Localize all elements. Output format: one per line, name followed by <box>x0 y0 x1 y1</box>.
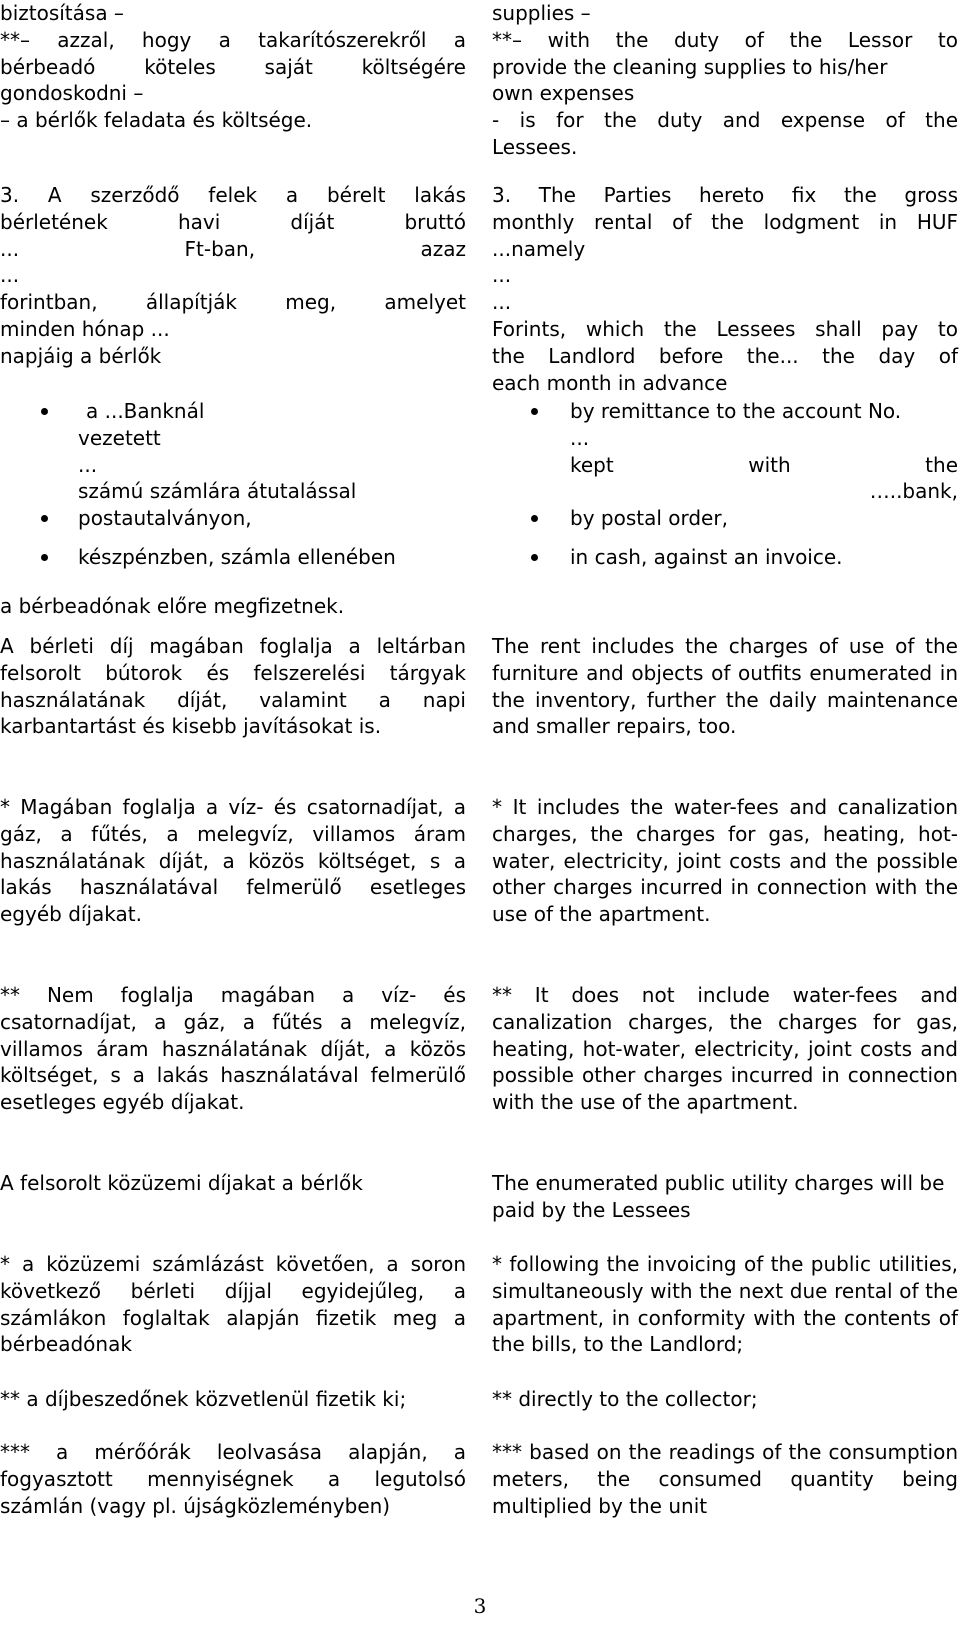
text-line: biztosítása – <box>0 1 124 25</box>
text-line: by postal order, <box>570 506 728 531</box>
meter-reading-paragraph-en: *** based on the readings of the consumption meters, the consumed quantity being multiplied by the unit <box>492 1440 958 1518</box>
text-line: forintban, állapítják meg, amelyet <box>0 290 466 315</box>
utility-charges-paragraph-en: The enumerated public utility charges will be paid by the Lessees <box>492 1171 945 1222</box>
text-line: a ...Banknál <box>86 399 205 423</box>
text-line: napjáig a bérlők <box>0 343 162 368</box>
text-line: bérbeadó köteles saját költségére <box>0 54 466 79</box>
text-line: by remittance to the account No. <box>570 399 902 423</box>
list-item <box>0 398 466 505</box>
rent-amount-clause-hu <box>0 182 466 370</box>
list-item <box>492 398 958 505</box>
invoice-payment-paragraph-hu: * a közüzemi számlázást követően, a soron következő bérleti díjjal egyidejűleg, a számlákon foglaltak alapján fizetik meg a bérbeadónak <box>0 1252 466 1357</box>
list-item <box>0 544 466 571</box>
text-line: kept with the <box>570 452 958 477</box>
cleaning-supplies-clause-hu <box>0 0 466 134</box>
list-item <box>0 505 466 532</box>
text-line: postautalványon, <box>78 506 252 531</box>
text-line: each month in advance <box>492 370 728 395</box>
text-line: - is for the duty and expense of the <box>492 108 958 133</box>
text-line: in cash, against an invoice. <box>570 544 843 569</box>
text-line: Forints, which the Lessees shall pay to <box>492 316 958 341</box>
text-line: ... <box>492 263 512 288</box>
text-line: bérletének havi díját bruttó <box>0 209 466 234</box>
cleaning-supplies-clause-en <box>492 0 958 161</box>
excludes-utilities-paragraph-hu: ** Nem foglalja magában a víz- és csatornadíjat, a gáz, a fűtés a melegvíz, villamos áram használatának díját, a közös költséget, s a lakás használatával felmerülő esetleges egyéb díjakat. <box>0 983 466 1115</box>
bullet-icon <box>41 408 48 415</box>
bullet-icon <box>531 554 538 561</box>
text-line: own expenses <box>492 81 635 106</box>
utility-charges-paragraph-hu: A felsorolt közüzemi díjakat a bérlők <box>0 1171 363 1195</box>
text-line: …..bank, <box>869 479 958 504</box>
text-line: **– with the duty of the Lessor to <box>492 27 958 52</box>
bullet-icon <box>531 515 538 522</box>
text-line: készpénzben, számla ellenében <box>78 544 396 569</box>
meter-reading-paragraph-hu: *** a mérőórák leolvasása alapján, a fogyasztott mennyiségnek a legutolsó számlán (vagy pl. újságközleményben) <box>0 1440 466 1518</box>
text-line: számú számlára átutalással <box>78 479 357 504</box>
text-line: ... <box>78 452 98 477</box>
text-line: provide the cleaning supplies to his/her <box>492 54 888 79</box>
rent-includes-paragraph-en: The rent includes the charges of use of the furniture and objects of outfits enumerated in the inventory, further the daily maintenance and smaller repairs, too. <box>492 634 958 739</box>
text-line: minden hónap ... <box>0 316 170 341</box>
list-item <box>492 544 958 571</box>
text-line: ... Ft-ban, azaz <box>0 236 466 261</box>
bullet-icon <box>41 515 48 522</box>
text-line: gondoskodni – <box>0 81 144 106</box>
invoice-payment-paragraph-en: * following the invoicing of the public utilities, simultaneously with the next due rental of the apartment, in conformity with the contents of the bills, to the Landlord; <box>492 1252 958 1357</box>
text-line: 3. A szerződő felek a bérelt lakás <box>0 183 466 207</box>
list-item <box>492 505 958 532</box>
text-line: ... <box>492 290 512 315</box>
includes-utilities-paragraph-hu: * Magában foglalja a víz- és csatornadíjat, a gáz, a fűtés, a melegvíz, villamos áram használatának díját, a közös költséget, s a lakás használatával felmerülő esetleges egyéb díjakat. <box>0 795 466 927</box>
page-number: 3 <box>473 1594 487 1618</box>
includes-utilities-paragraph-en: * It includes the water-fees and canalization charges, the charges for gas, heating, hot-water, electricity, joint costs and the possible other charges incurred in connection with the use of the apartment. <box>492 795 958 927</box>
text-line: **– azzal, hogy a takarítószerekről a <box>0 27 466 52</box>
prepayment-text-hu: a bérbeadónak előre megfizetnek. <box>0 594 345 618</box>
text-line: monthly rental of the lodgment in HUF <box>492 209 958 234</box>
collector-payment-paragraph-en: ** directly to the collector; <box>492 1387 758 1411</box>
text-line: supplies – <box>492 1 591 25</box>
payment-method-list-en <box>492 398 958 571</box>
bullet-icon <box>41 554 48 561</box>
bullet-icon <box>531 408 538 415</box>
text-line: ...namely <box>492 236 586 261</box>
text-line: ... <box>0 263 20 288</box>
text-line: vezetett <box>78 425 161 450</box>
text-line: Lessees. <box>492 134 578 159</box>
text-line: 3. The Parties hereto fix the gross <box>492 183 958 207</box>
payment-method-list-hu <box>0 398 466 571</box>
excludes-utilities-paragraph-en: ** It does not include water-fees and canalization charges, the charges for gas, heating, hot-water, electricity, joint costs and possible other charges incurred in connection with the use of the apartment. <box>492 983 958 1115</box>
rent-amount-clause-en <box>492 182 958 396</box>
text-line: the Landlord before the... the day of <box>492 343 958 368</box>
collector-payment-paragraph-hu: ** a díjbeszedőnek közvetlenül fizetik ki; <box>0 1387 407 1411</box>
text-line: – a bérlők feladata és költsége. <box>0 108 313 133</box>
rent-includes-paragraph-hu: A bérleti díj magában foglalja a leltárban felsorolt bútorok és felszerelési tárgyak használatának díját, valamint a napi karbantartást és kisebb javításokat is. <box>0 634 466 739</box>
text-line: ... <box>570 425 590 450</box>
